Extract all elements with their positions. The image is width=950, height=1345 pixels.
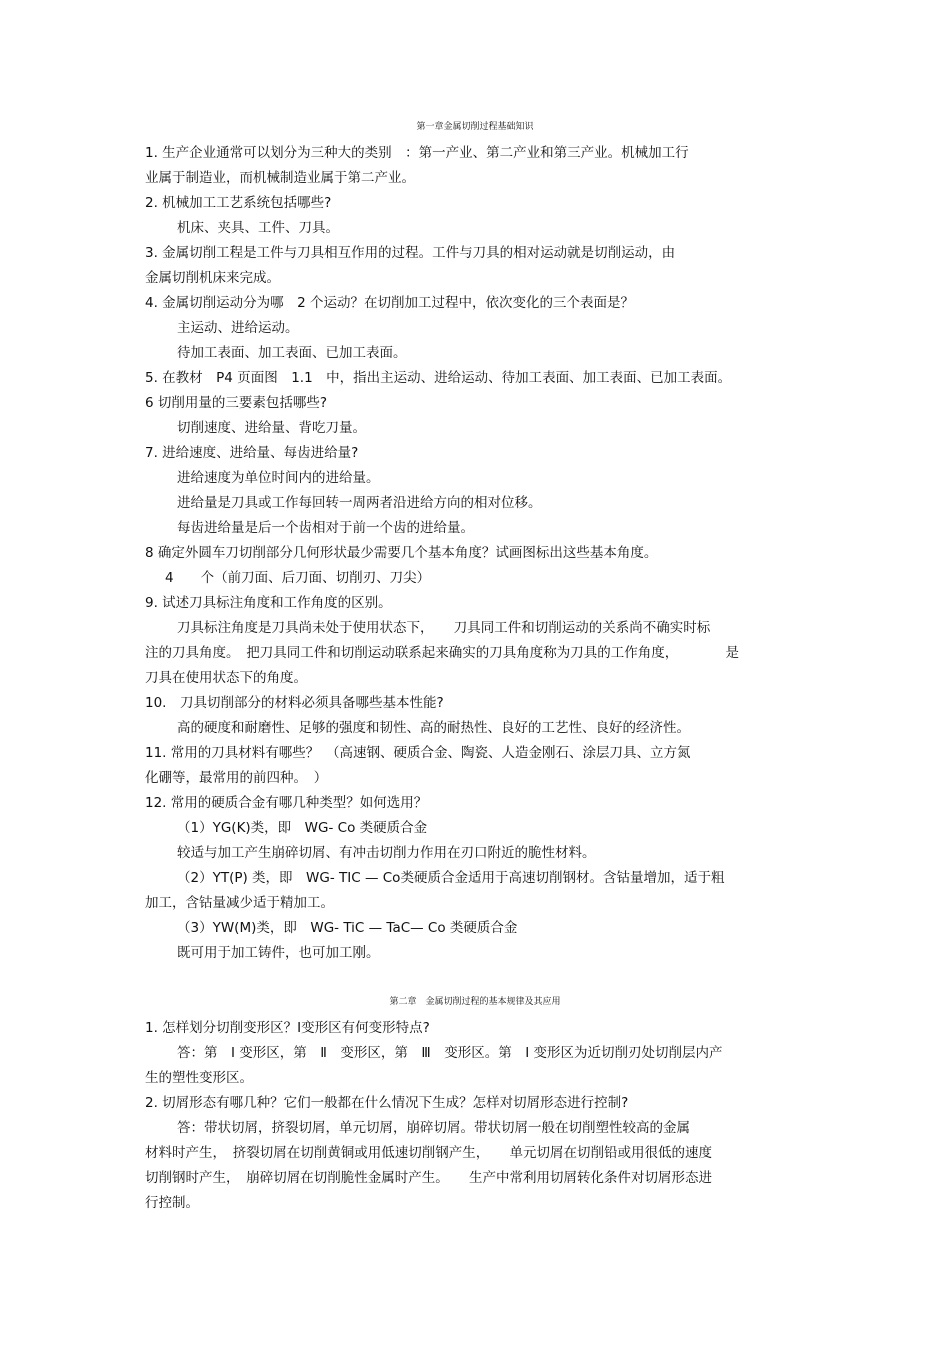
chapter2-title: 第二章 金属切削过程的基本规律及其应用: [389, 997, 561, 1007]
answer-line: 较适与加工产生崩碎切屑、有冲击切削力作用在刃口附近的脆性材料。: [177, 845, 596, 861]
answer-line: （1）YG(K)类，即 WG- Co 类硬质合金: [177, 820, 428, 836]
text-line: 1. 生产企业通常可以划分为三种大的类别 ：第一产业、第二产业和第三产业。机械加工行: [145, 145, 689, 161]
question-line: 2. 机械加工工艺系统包括哪些?: [145, 195, 332, 211]
question-line: 9. 试述刀具标注角度和工作角度的区别。: [145, 595, 392, 611]
answer-line: 加工，含钴量减少适于精加工。: [145, 895, 334, 911]
answer-line: 刀具标注角度是刀具尚未处于使用状态下， 刀具同工件和切削运动的关系尚不确实时标: [177, 620, 711, 636]
answer-line: 待加工表面、加工表面、已加工表面。: [177, 345, 407, 361]
answer-line: 生的塑性变形区。: [145, 1070, 253, 1086]
question-line: 5. 在教材 P4 页面图 1.1 中，指出主运动、进给运动、待加工表面、加工表面、已加工表面。: [145, 370, 732, 386]
question-line: 6 切削用量的三要素包括哪些?: [145, 395, 328, 411]
question-line: 7. 进给速度、进给量、每齿进给量?: [145, 445, 359, 461]
answer-line: 材料时产生， 挤裂切屑在切削黄铜或用低速切削钢产生， 单元切屑在切削铅或用很低的速度: [145, 1145, 712, 1161]
question-line: 10. 刀具切削部分的材料必须具备哪些基本性能?: [145, 695, 444, 711]
text-line: 金属切削机床来完成。: [145, 270, 280, 286]
answer-line: 机床、夹具、工件、刀具。: [177, 220, 339, 236]
answer-line: 进给速度为单位时间内的进给量。: [177, 470, 380, 486]
text-line: 3. 金属切削工程是工件与刀具相互作用的过程。工件与刀具的相对运动就是切削运动，由: [145, 245, 676, 261]
question-line: 2. 切屑形态有哪几种？它们一般都在什么情况下生成？怎样对切屑形态进行控制?: [145, 1095, 629, 1111]
answer-line: 切削钢时产生， 崩碎切屑在切削脆性金属时产生。 生产中常利用切屑转化条件对切屑形态进: [145, 1170, 712, 1186]
answer-line: 进给量是刀具或工作每回转一周两者沿进给方向的相对位移。: [177, 495, 542, 511]
answer-line: 答：带状切屑，挤裂切屑，单元切屑，崩碎切屑。带状切屑一般在切削塑性较高的金属: [177, 1120, 690, 1136]
answer-line: 高的硬度和耐磨性、足够的强度和韧性、高的耐热性、良好的工艺性、良好的经济性。: [177, 720, 690, 736]
question-line: 1. 怎样划分切削变形区？Ⅰ变形区有何变形特点?: [145, 1020, 430, 1036]
answer-line: 刀具在使用状态下的角度。: [145, 670, 307, 686]
answer-line: 每齿进给量是后一个齿相对于前一个齿的进给量。: [177, 520, 474, 536]
question-line: 8 确定外圆车刀切削部分几何形状最少需要几个基本角度？试画图标出这些基本角度。: [145, 545, 658, 561]
chapter1-title: 第一章金属切削过程基础知识: [416, 122, 534, 132]
question-line: 11. 常用的刀具材料有哪些？ （高速钢、硬质合金、陶瓷、人造金刚石、涂层刀具、立方氮: [145, 745, 691, 761]
answer-line: 主运动、进给运动。: [177, 320, 299, 336]
answer-line: （2）YT(P) 类，即 WG- TIC — Co类硬质合金适用于高速切削钢材。含钴量增加，适于粗: [177, 870, 725, 886]
answer-line: 注的刀具角度。 把刀具同工件和切削运动联系起来确实的刀具角度称为刀具的工作角度， 是: [145, 645, 739, 661]
text-line: 业属于制造业，而机械制造业属于第二产业。: [145, 170, 415, 186]
answer-line: 答：第 Ⅰ 变形区，第 Ⅱ 变形区，第 Ⅲ 变形区。第 Ⅰ 变形区为近切削刃处切削层内产: [177, 1045, 723, 1061]
question-line: 4. 金属切削运动分为哪 2 个运动？在切削加工过程中，依次变化的三个表面是？: [145, 295, 635, 311]
answer-line: 4 个（前刀面、后刀面、切削刃、刀尖）: [165, 570, 431, 586]
answer-line: 行控制。: [145, 1195, 199, 1211]
answer-line: 既可用于加工铸件，也可加工刚。: [177, 945, 380, 961]
question-line: 化硼等，最常用的前四种。 ）: [145, 770, 328, 786]
answer-line: 切削速度、进给量、背吃刀量。: [177, 420, 366, 436]
answer-line: （3）YW(M)类，即 WG- TiC — TaC— Co 类硬质合金: [177, 920, 518, 936]
question-line: 12. 常用的硬质合金有哪几种类型？如何选用？: [145, 795, 428, 811]
